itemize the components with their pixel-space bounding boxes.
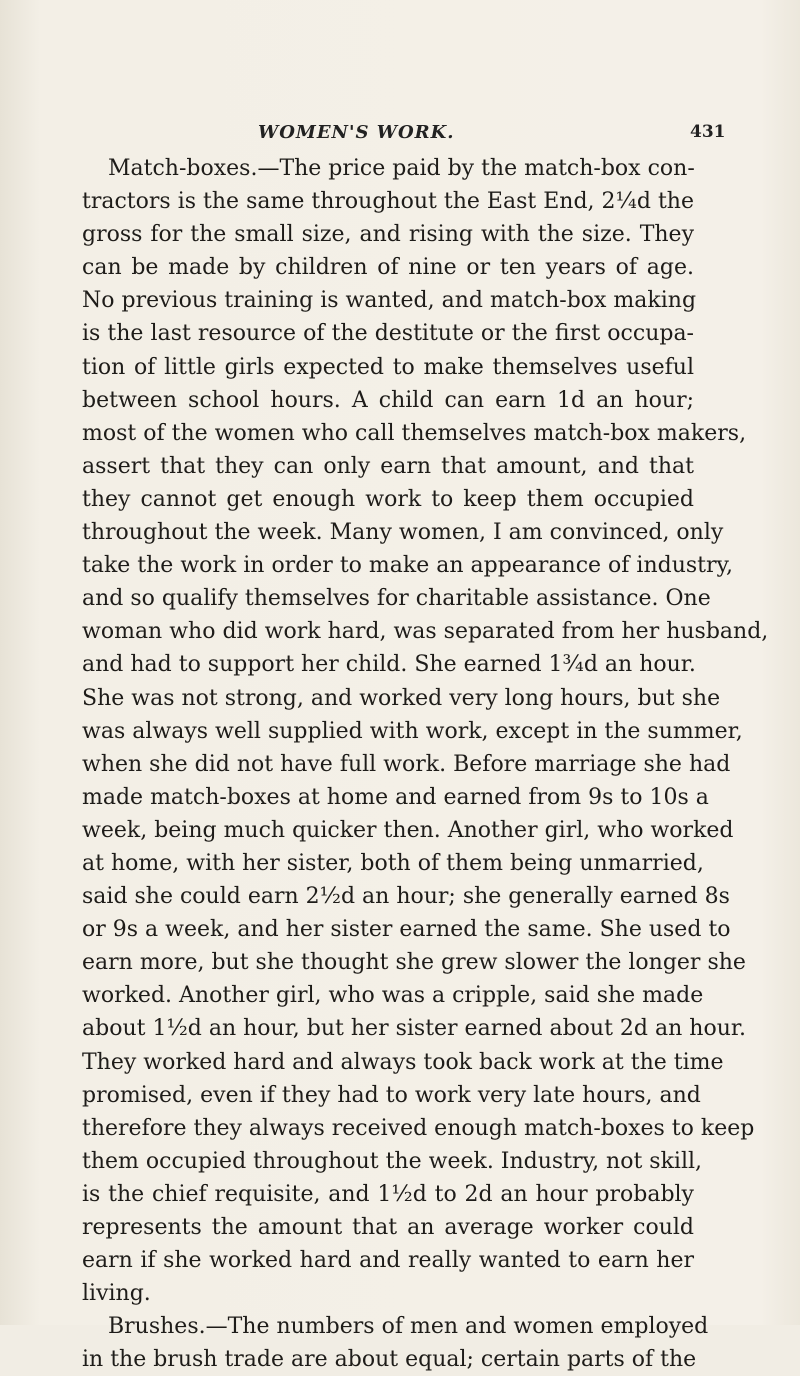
page-number: 431 bbox=[690, 122, 726, 142]
text-line: was always well supplied with work, except in the summer, bbox=[82, 718, 743, 744]
text-line: promised, even if they had to work very late hours, and bbox=[82, 1082, 701, 1108]
text-line: them occupied throughout the week. Industry, not skill, bbox=[82, 1148, 703, 1174]
text-line: they cannot get enough work to keep them occupied bbox=[82, 486, 694, 512]
text-line: at home, with her sister, both of them being unmarried, bbox=[82, 850, 704, 876]
text-line: take the work in order to make an appearance of industry, bbox=[82, 553, 734, 579]
text-line: Match-boxes.—The price paid by the match-box con- bbox=[108, 156, 695, 181]
text-line: woman who did work hard, was separated from her husband, bbox=[82, 619, 769, 645]
text-line: They worked hard and always took back work at the time bbox=[82, 1049, 724, 1075]
text-line: earn if she worked hard and really wanted to earn her bbox=[82, 1248, 694, 1274]
text-line: throughout the week. Many women, I am convinced, only bbox=[82, 520, 724, 546]
text-line: therefore they always received enough match-boxes to keep bbox=[82, 1115, 755, 1141]
text-line: tion of little girls expected to make themselves useful bbox=[82, 354, 694, 380]
text-line: worked. Another girl, who was a cripple, said she made bbox=[82, 983, 704, 1009]
text-line: tractors is the same throughout the East End, 2¼d the bbox=[82, 189, 694, 215]
text-line: is the last resource of the destitute or the first occupa- bbox=[82, 321, 694, 347]
page-header bbox=[0, 122, 800, 148]
text-line: living. bbox=[82, 1281, 151, 1307]
text-line: is the chief requisite, and 1½d to 2d an hour probably bbox=[82, 1181, 694, 1207]
text-line: most of the women who call themselves match-box makers, bbox=[82, 420, 747, 446]
text-line: in the brush trade are about equal; certain parts of the bbox=[82, 1347, 697, 1373]
text-line: when she did not have full work. Before marriage she had bbox=[82, 751, 731, 777]
text-line: and had to support her child. She earned 1¾d an hour. bbox=[82, 652, 696, 678]
text-line: between school hours. A child can earn 1d an hour; bbox=[82, 387, 694, 413]
text-line: represents the amount that an average worker could bbox=[82, 1215, 694, 1240]
body-text bbox=[82, 152, 769, 1376]
text-line: about 1½d an hour, but her sister earned about 2d an hour. bbox=[82, 1016, 746, 1042]
text-line: gross for the small size, and rising with the size. They bbox=[82, 222, 694, 248]
text-line: made match-boxes at home and earned from 9s to 10s a bbox=[82, 784, 709, 810]
text-line: said she could earn 2½d an hour; she generally earned 8s bbox=[82, 884, 730, 910]
text-line: week, being much quicker then. Another girl, who worked bbox=[82, 817, 734, 843]
text-line: or 9s a week, and her sister earned the same. She used to bbox=[82, 917, 731, 943]
text-line: can be made by children of nine or ten years of age. bbox=[82, 255, 694, 281]
text-line: Brushes.—The numbers of men and women employed bbox=[108, 1314, 709, 1340]
text-line: assert that they can only earn that amount, and that bbox=[82, 453, 694, 479]
running-head: WOMEN'S WORK. bbox=[258, 122, 455, 143]
text-line: earn more, but she thought she grew slower the longer she bbox=[82, 950, 746, 976]
text-line: No previous training is wanted, and match-box making bbox=[82, 288, 697, 314]
text-line: She was not strong, and worked very long hours, but she bbox=[82, 685, 721, 711]
text-line: and so qualify themselves for charitable assistance. One bbox=[82, 586, 711, 612]
